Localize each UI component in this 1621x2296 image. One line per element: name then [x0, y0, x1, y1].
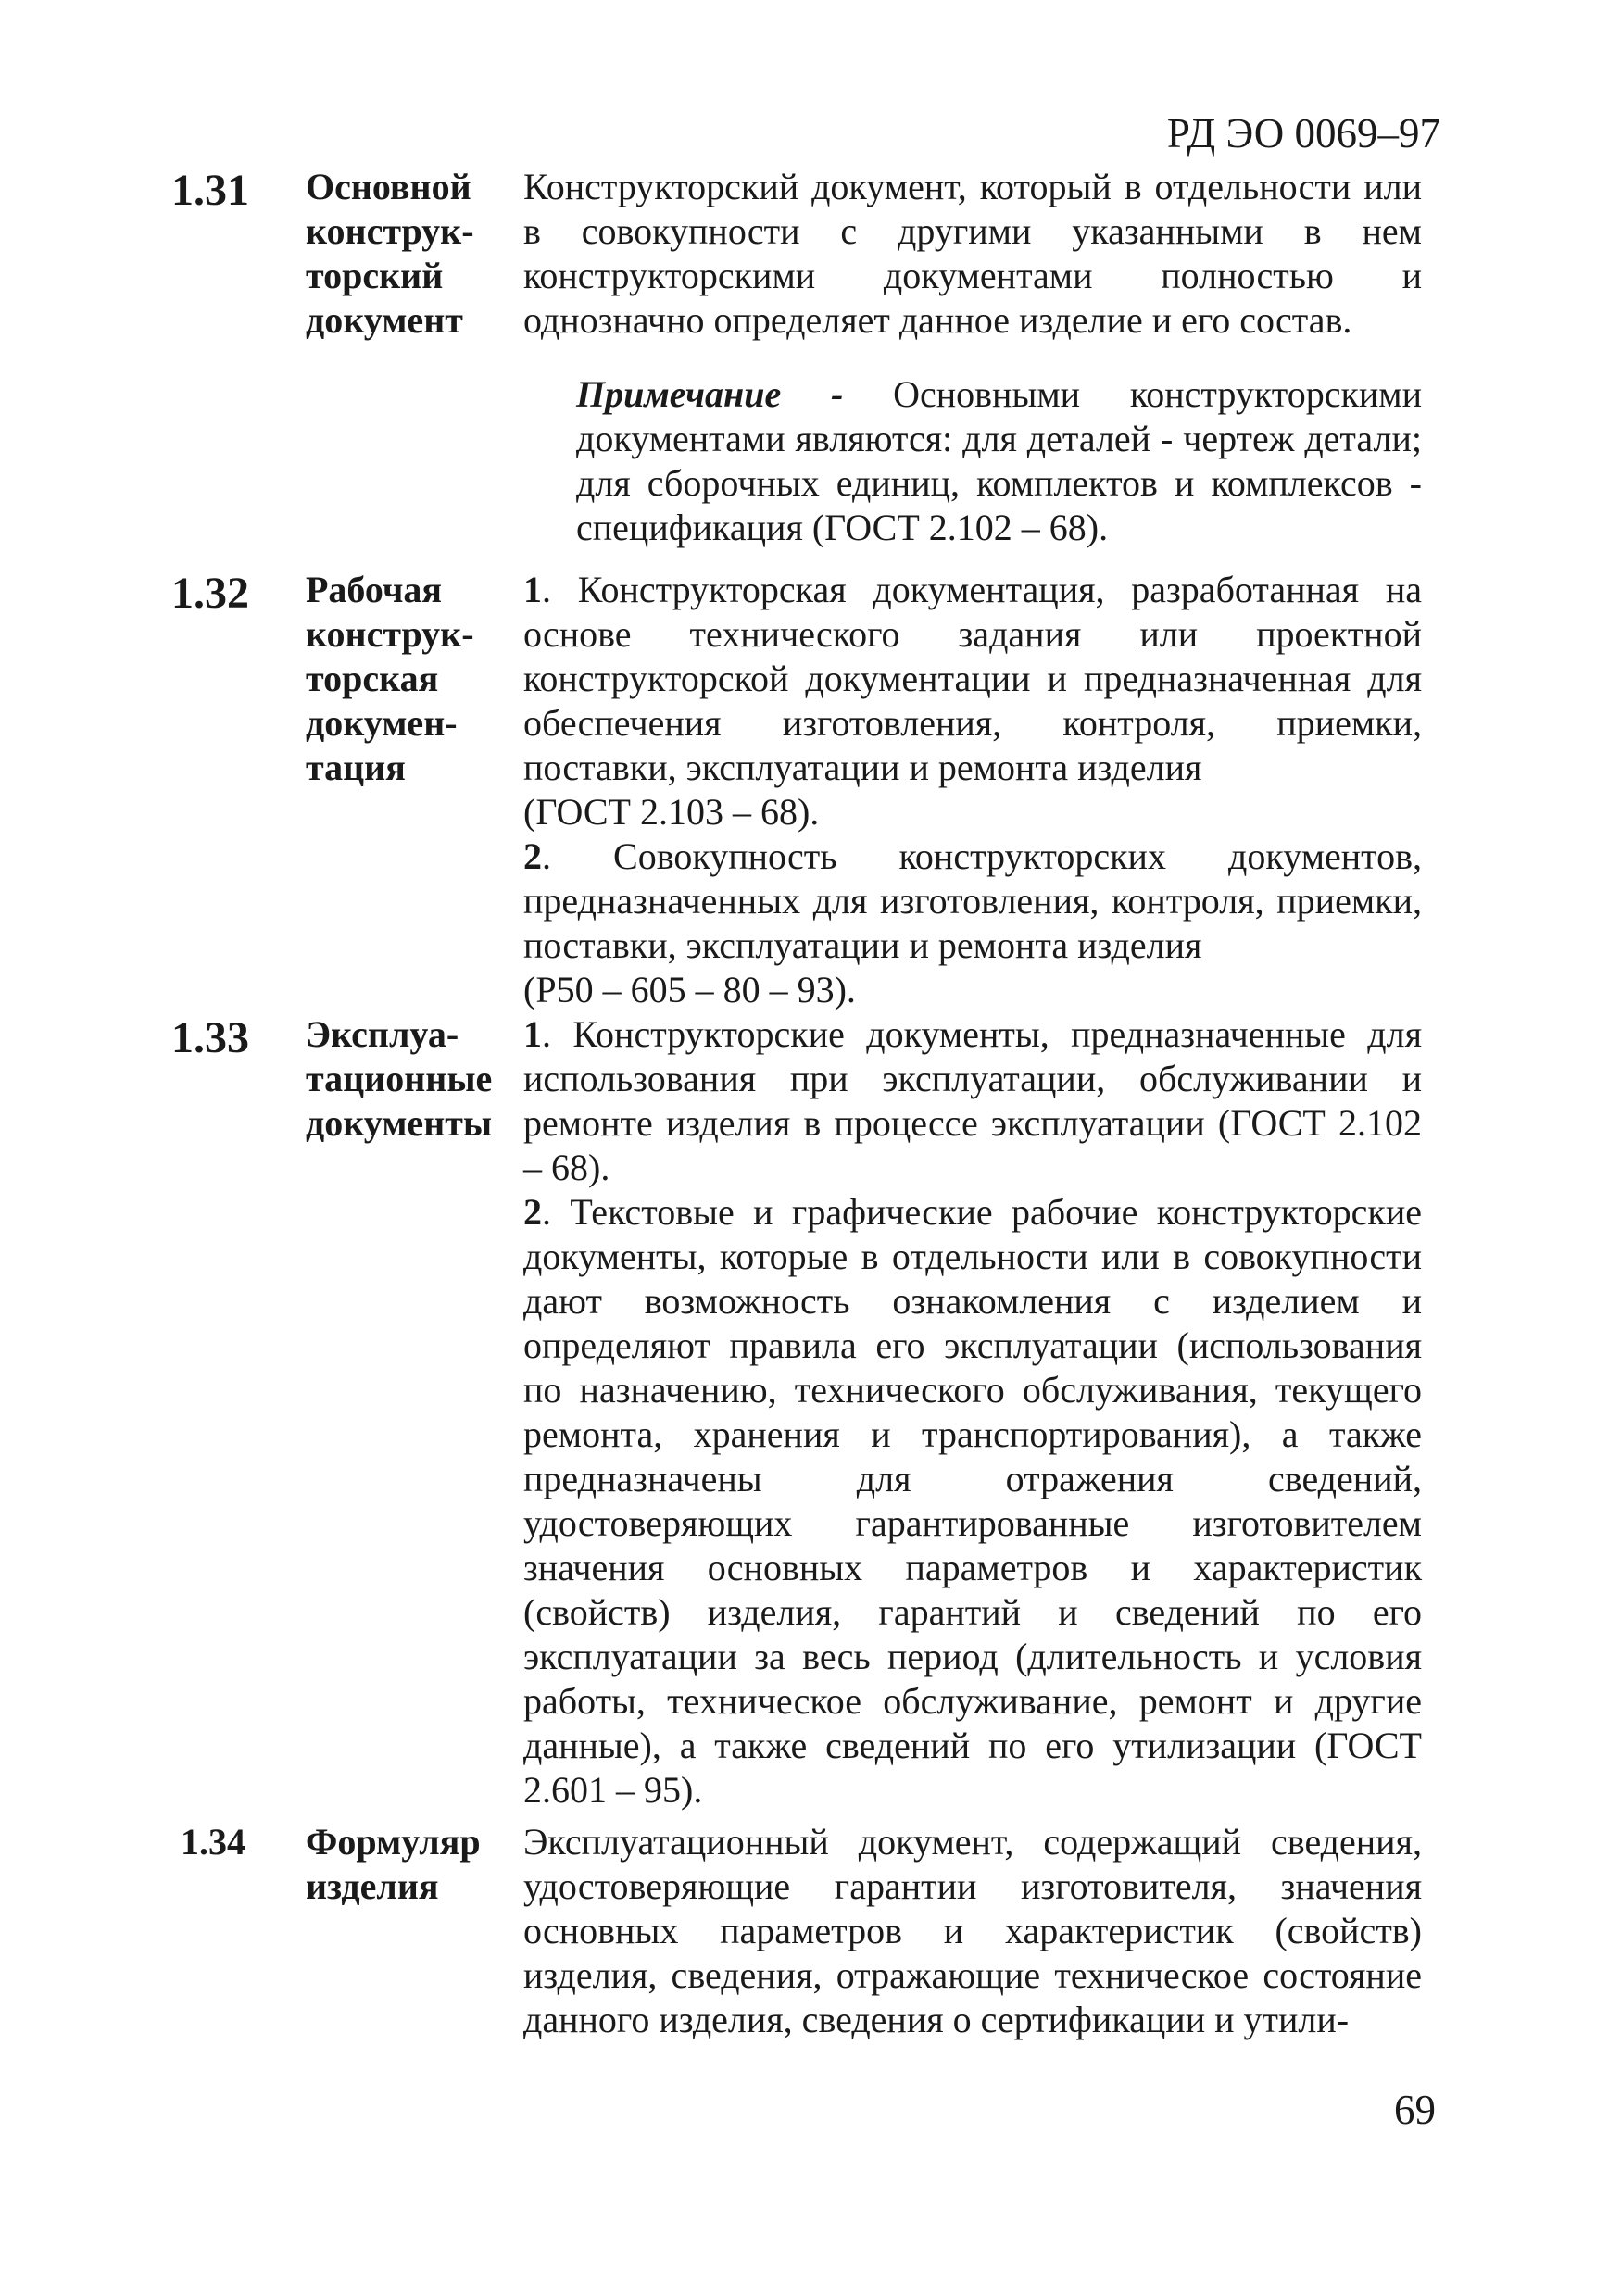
- item-number: 1: [523, 1013, 542, 1055]
- term-line: торский: [306, 255, 444, 296]
- term-line: конструк-: [306, 613, 474, 655]
- item-text: . Конструкторская документация, разработанная на основе технического задания или проектной конструкторской документации и предназначенная для обеспечения изготовления, контроля, приемки, поставки, эксплуатации и ремонта изделия: [523, 569, 1422, 788]
- definition-item-2: [523, 1190, 1422, 1813]
- definition-item-2: [523, 834, 1422, 968]
- reference: (ГОСТ 2.103 – 68).: [523, 791, 820, 833]
- term-line: докумен-: [306, 702, 458, 744]
- item-number: 2: [523, 1191, 542, 1233]
- term-line: Эксплуа-: [306, 1013, 459, 1055]
- entry-term: [306, 1012, 505, 1146]
- note-text: Основными конструкторскими документами являются: для деталей - чертеж детали; для сборочных единиц, комплектов и комплексов - спецификация (ГОСТ 2.102 – 68).: [576, 373, 1423, 548]
- term-line: тация: [306, 747, 406, 788]
- term-line: тационные: [306, 1058, 493, 1099]
- entry-number: 1.31: [171, 166, 249, 215]
- definition-text: Конструкторский документ, который в отдельности или в совокупности с другими указанными в нем конструкторскими документами полностью и однозначно определяет данное изделие и его состав.: [523, 166, 1422, 341]
- reference: (Р50 – 605 – 80 – 93).: [523, 969, 856, 1010]
- page-number: 69: [1394, 2087, 1436, 2133]
- item-text: . Совокупность конструкторских документов, предназначенных для изготовления, контроля, приемки, поставки, эксплуатации и ремонта изделия: [523, 835, 1422, 966]
- term-line: Формуляр: [306, 1821, 481, 1863]
- entry-definition: [523, 568, 1422, 1012]
- definition-item-1: [523, 568, 1422, 790]
- term-line: торская: [306, 658, 439, 699]
- entry-number: 1.32: [171, 569, 249, 618]
- term-line: конструк-: [306, 210, 474, 252]
- note-label: Примечание -: [576, 373, 844, 415]
- document-code: РД ЭО 0069–97: [1166, 110, 1440, 157]
- entry-definition: [523, 1820, 1422, 2042]
- entry-definition: [523, 165, 1422, 550]
- item-text: . Конструкторские документы, предназначенные для использования при эксплуатации, обслуживании и ремонте изделия в процессе эксплуатации (ГОСТ 2.102 – 68).: [523, 1013, 1422, 1188]
- item-number: 1: [523, 569, 542, 610]
- term-line: Основной: [306, 166, 471, 207]
- term-line: документы: [306, 1102, 493, 1144]
- note: [576, 372, 1422, 550]
- entry-term: [306, 568, 505, 790]
- term-line: изделия: [306, 1865, 439, 1907]
- item-number: 2: [523, 835, 542, 877]
- entry-number: 1.34: [181, 1821, 245, 1863]
- term-line: документ: [306, 299, 463, 341]
- definition-text: Эксплуатационный документ, содержащий сведения, удостоверяющие гарантии изготовителя, значения основных параметров и характеристик (свойств) изделия, сведения, отражающие техническое состояние данного изделия, сведения о сертификации и утили-: [523, 1821, 1422, 2040]
- item-text: . Текстовые и графические рабочие конструкторские документы, которые в отдельности или в совокупности дают возможность ознакомления с изделием и определяют правила его эксплуатации (использования по назначению, технического обслуживания, текущего ремонта, хранения и транспортирования), а также предназначены для отражения сведений, удостоверяющих гарантированные изготовителем значения основных параметров и характеристик (свойств) изделия, гарантий и сведений по его эксплуатации за весь период (длительность и условия работы, техническое обслуживание, ремонт и другие данные), а также сведений по его утилизации (ГОСТ 2.601 – 95).: [523, 1191, 1422, 1811]
- entry-term: [306, 165, 505, 343]
- entry-definition: [523, 1012, 1422, 1813]
- term-line: Рабочая: [306, 569, 443, 610]
- entry-number: 1.33: [171, 1013, 249, 1062]
- definition-item-1: [523, 1012, 1422, 1190]
- entry-term: [306, 1820, 505, 1909]
